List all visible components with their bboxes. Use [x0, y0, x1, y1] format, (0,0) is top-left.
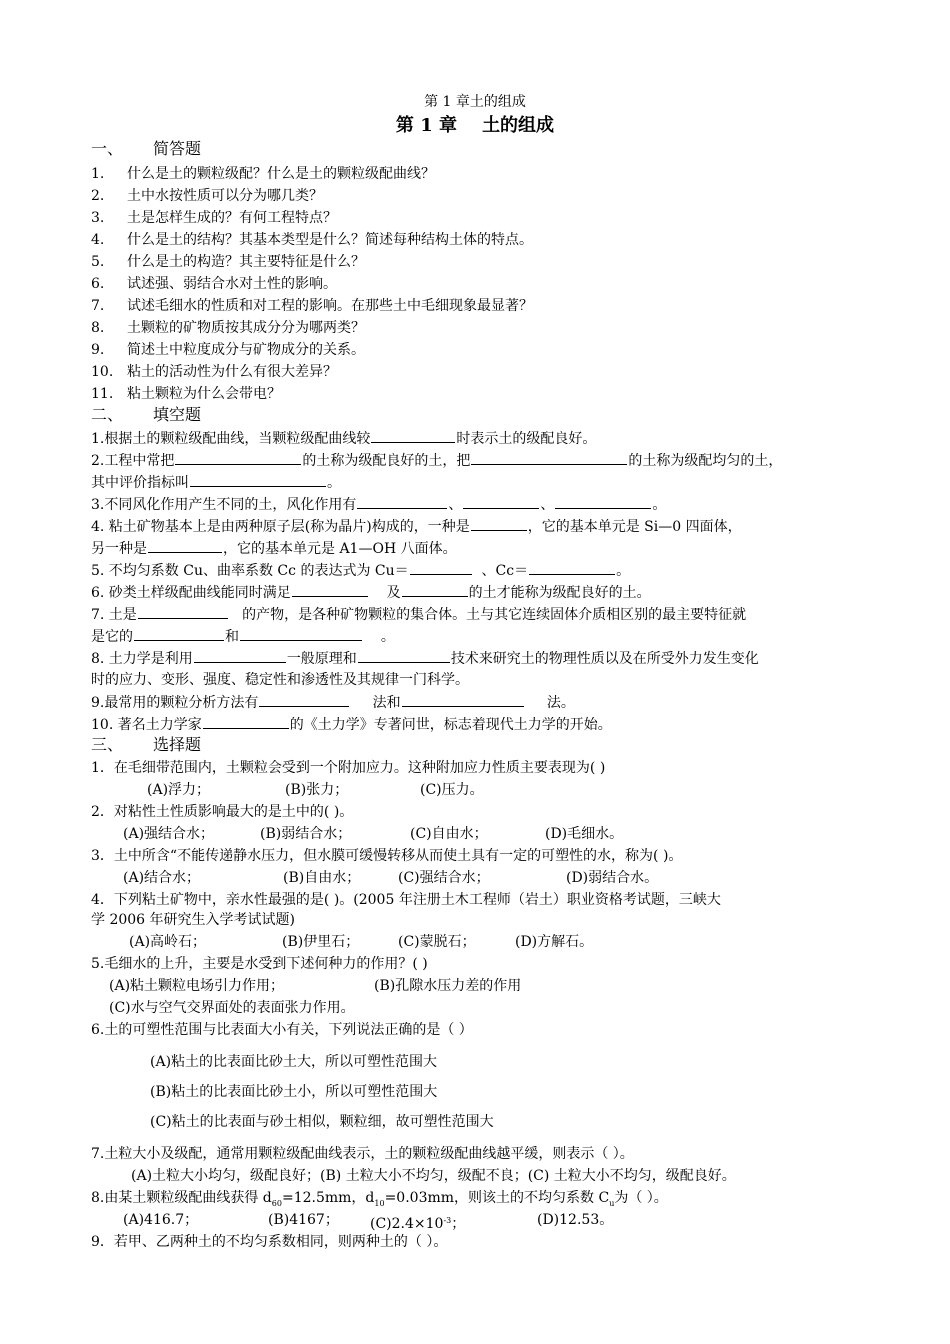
choice-option[interactable]: (B)孔隙水压力差的作用 [374, 978, 522, 994]
fill-question-8: 8. 土力学是利用 一般原理和 技术来研究土的物理性质以及在所受外力发生变化 [91, 648, 759, 670]
choice-option[interactable]: (A)粘土颗粒电场引力作用； [109, 978, 285, 994]
section-heading-multiple-choice: 三、 选择题 [91, 735, 202, 754]
fill-question-5: 5. 不均匀系数 Cu、曲率系数 Cc 的表达式为 Cu＝ 、Cc＝ 。 [91, 560, 630, 582]
choice-option[interactable]: (C)蒙脱石； [398, 934, 476, 950]
fill-question-2: 2.工程中常把 的土称为级配良好的土，把 的土称为级配均匀的土， [91, 450, 782, 472]
choice-option[interactable]: (A)强结合水； [123, 826, 215, 842]
fill-question-8-cont: 时的应力、变形、强度、稳定性和渗透性及其规律一门科学。 [91, 672, 469, 688]
choice-option[interactable]: (C)强结合水； [398, 870, 490, 886]
choice-option[interactable]: (B)张力； [285, 782, 349, 798]
answer-blank[interactable] [471, 516, 527, 531]
answer-blank[interactable] [194, 648, 286, 663]
choice-option[interactable]: (B)自由水； [283, 870, 361, 886]
short-answer-item: 11. 粘土颗粒为什么会带电？ [91, 386, 281, 402]
choice-option[interactable]: (B)弱结合水； [260, 826, 352, 842]
choice-option[interactable]: (B)4167； [268, 1212, 339, 1228]
choice-question-2: 2．对粘性土性质影响最大的是土中的( )。 [91, 804, 354, 820]
short-answer-item: 7. 试述毛细水的性质和对工程的影响。在那些土中毛细现象最显著？ [91, 298, 533, 314]
short-answer-item: 3. 土是怎样生成的？有何工程特点？ [91, 210, 337, 226]
answer-blank[interactable] [410, 560, 472, 575]
choice-option[interactable]: (A)高岭石； [129, 934, 207, 950]
chapter-name: 土的组成 [482, 115, 555, 136]
fill-question-3: 3.不同风化作用产生不同的土，风化作用有 、 、 。 [91, 494, 666, 516]
chapter-number: 第 1 章 [395, 115, 457, 136]
choice-option[interactable]: (D)毛细水。 [545, 826, 624, 842]
choice-option[interactable]: (D)弱结合水。 [566, 870, 659, 886]
choice-question-5: 5.毛细水的上升，主要是水受到下述何种力的作用？( ) [91, 956, 428, 972]
choice-question-7: 7.土粒大小及级配，通常用颗粒级配曲线表示，土的颗粒级配曲线越平缓，则表示（ ）。 [91, 1146, 634, 1162]
short-answer-item: 4. 什么是土的结构？其基本类型是什么？简述每种结构土体的特点。 [91, 232, 533, 248]
answer-blank[interactable] [463, 494, 539, 509]
choice-option[interactable]: (B)粘土的比表面比砂土小，所以可塑性范围大 [150, 1084, 438, 1100]
short-answer-item: 6. 试述强、弱结合水对土性的影响。 [91, 276, 337, 292]
short-answer-item: 9. 简述土中粒度成分与矿物成分的关系。 [91, 342, 365, 358]
answer-blank[interactable] [358, 648, 450, 663]
short-answer-item: 1. 什么是土的颗粒级配？什么是土的颗粒级配曲线？ [91, 166, 435, 182]
answer-blank[interactable] [138, 604, 228, 619]
answer-blank[interactable] [190, 472, 326, 487]
answer-blank[interactable] [402, 582, 468, 597]
short-answer-item: 2. 土中水按性质可以分为哪几类？ [91, 188, 323, 204]
choice-question-1: 1．在毛细带范围内，土颗粒会受到一个附加应力。这种附加应力性质主要表现为( ) [91, 760, 606, 776]
fill-question-7: 7. 土是 的产物，是各种矿物颗粒的集合体。土与其它连续固体介质相区别的最主要特征就 [91, 604, 746, 626]
answer-blank[interactable] [259, 692, 349, 707]
fill-question-9: 9.最常用的颗粒分析方法有 法和 法。 [91, 692, 575, 714]
choice-option[interactable]: (A)粘土的比表面比砂土大，所以可塑性范围大 [150, 1054, 438, 1070]
choice-option[interactable]: (C)压力。 [420, 782, 484, 798]
section-heading-fill-blank: 二、 填空题 [91, 405, 202, 424]
choice-question-4: 4．下列粘土矿物中，亲水性最强的是( )。(2005 年注册土木工程师（岩土）职业资格考试题，三峡大 [91, 892, 721, 908]
fill-question-4: 4. 粘土矿物基本上是由两种原子层(称为晶片)构成的，一种是 ，它的基本单元是 Si—0 四面体， [91, 516, 742, 538]
choice-question-3: 3．土中所含“不能传递静水压力，但水膜可缓慢转移从而使土具有一定的可塑性的水，称为( )。 [91, 848, 683, 864]
choice-option[interactable]: (D)方解石。 [515, 934, 594, 950]
choice-option[interactable]: (B)伊里石； [282, 934, 360, 950]
answer-blank[interactable] [402, 692, 524, 707]
choice-option[interactable]: (A)结合水； [123, 870, 201, 886]
fill-question-4-cont: 另一种是 ，它的基本单元是 A1—OH 八面体。 [91, 538, 457, 560]
choice-option[interactable]: (D)12.53。 [537, 1212, 614, 1228]
fill-question-10: 10. 著名土力学家 的《土力学》专著问世，标志着现代土力学的开始。 [91, 714, 612, 736]
answer-blank[interactable] [471, 450, 627, 465]
answer-blank[interactable] [555, 494, 651, 509]
choice-option[interactable]: (A)浮力； [147, 782, 211, 798]
choice-question-8: 8.由某土颗粒级配曲线获得 $d_{60}=12.5mm$，$d_{10}=0.03mm$，则该土的不均匀系数 $C_u$为（ ）。 [91, 1190, 668, 1208]
choice-option[interactable]: $(C)2.4\times 10^{-3}$； [370, 1216, 466, 1232]
choice-option[interactable]: (C)水与空气交界面处的表面张力作用。 [109, 1000, 355, 1016]
choice-option[interactable]: (C)粘土的比表面与砂土相似，颗粒细，故可塑性范围大 [150, 1114, 494, 1130]
answer-blank[interactable] [371, 428, 455, 443]
answer-blank[interactable] [134, 626, 224, 641]
answer-blank[interactable] [529, 560, 615, 575]
short-answer-item: 8. 土颗粒的矿物质按其成分分为哪两类？ [91, 320, 365, 336]
answer-blank[interactable] [203, 714, 289, 729]
answer-blank[interactable] [357, 494, 447, 509]
fill-question-1: 1.根据土的颗粒级配曲线，当颗粒级配曲线较 时表示土的级配良好。 [91, 428, 596, 450]
page-header: 第 1 章土的组成 [424, 94, 526, 110]
fill-question-2-cont: 其中评价指标叫 。 [91, 472, 341, 494]
fill-question-7-cont: 是它的 和 。 [91, 626, 395, 648]
chapter-title [0, 114, 950, 138]
answer-blank[interactable] [240, 626, 362, 641]
choice-question-9: 9．若甲、乙两种土的不均匀系数相同，则两种土的（ ）。 [91, 1234, 448, 1250]
choice-question-6: 6.土的可塑性范围与比表面大小有关，下列说法正确的是（ ） [91, 1022, 473, 1038]
fill-question-6: 6. 砂类土样级配曲线能同时满足 及 的土才能称为级配良好的土。 [91, 582, 651, 604]
answer-blank[interactable] [148, 538, 222, 553]
answer-blank[interactable] [292, 582, 368, 597]
choice-option[interactable]: (C)自由水； [410, 826, 488, 842]
answer-blank[interactable] [175, 450, 301, 465]
short-answer-item: 10. 粘土的活动性为什么有很大差异？ [91, 364, 337, 380]
section-heading-short-answer: 一、 简答题 [91, 139, 202, 158]
short-answer-item: 5. 什么是土的构造？其主要特征是什么？ [91, 254, 365, 270]
choice-option[interactable]: (A)土粒大小均匀，级配良好；(B) 土粒大小不均匀，级配不良；(C) 土粒大小不均匀，级配良好。 [131, 1168, 736, 1184]
choice-option[interactable]: (A)416.7； [123, 1212, 199, 1228]
choice-question-4-cont: 学 2006 年研究生入学考试试题) [91, 912, 295, 928]
